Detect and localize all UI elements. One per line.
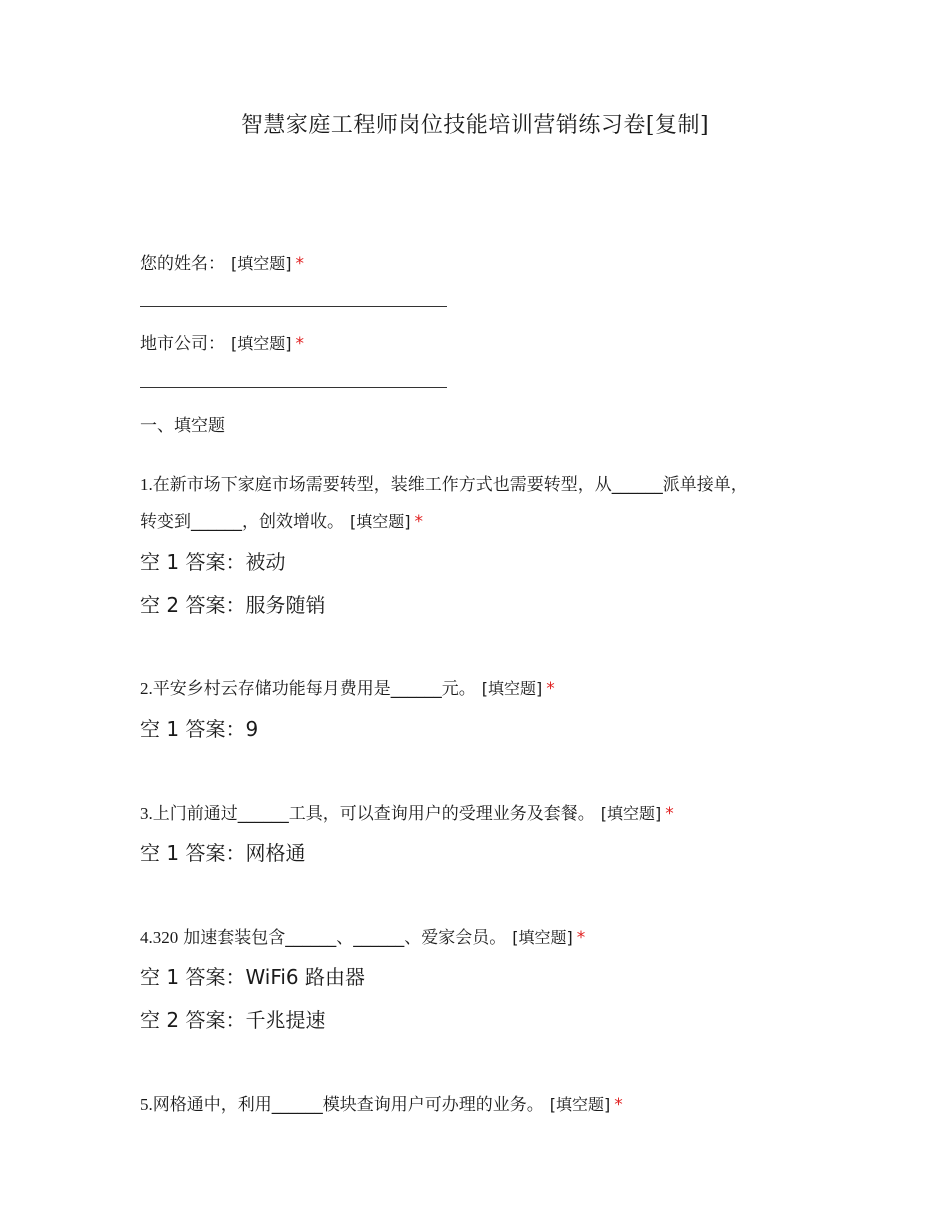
required-marker: * [295,254,304,274]
company-field-label [140,326,304,362]
question-type: [填空题] [350,512,411,531]
question-1-line-2 [140,504,423,540]
page-title: 智慧家庭工程师岗位技能培训营销练习卷[复制] [240,113,710,138]
question-4 [140,920,585,956]
required-marker: * [414,512,423,532]
question-number: 5. [140,1095,153,1114]
question-text: 转变到______，创效增收。 [140,512,344,532]
question-text: 加速套装包含______、______、爱家会员。 [183,928,507,948]
question-type: [填空题] [481,679,543,698]
answer: 空 1 答案：9 [140,717,259,741]
required-marker: * [546,679,555,699]
question-type: [填空题] [512,928,573,947]
question-number-prefix: 320 [152,928,179,947]
section-heading: 一、填空题 [140,416,225,436]
question-text: 平安乡村云存储功能每月费用是______元。 [152,679,476,699]
question-text: 上门前通过______工具，可以查询用户的受理业务及套餐。 [152,804,595,824]
question-2 [140,671,555,707]
question-number: 3. [140,804,153,823]
question-number: 4. [140,928,153,947]
company-input-line[interactable] [140,387,447,388]
question-text: 网格通中，利用______模块查询用户可办理的业务。 [152,1095,544,1115]
required-marker: * [295,334,304,354]
answer: 空 2 答案：服务随销 [140,593,326,617]
question-5 [140,1087,623,1123]
required-marker: * [576,928,586,948]
required-marker: * [665,804,674,824]
question-number: 2. [140,679,153,698]
question-text: 在新市场下家庭市场需要转型，装维工作方式也需要转型，从______派单接单， [152,475,748,495]
answer: 空 1 答案：被动 [140,550,286,574]
question-type: [填空题] [231,334,292,353]
question-number: 1. [140,475,153,494]
field-label: 地市公司： [140,334,225,354]
answer: 空 2 答案：千兆提速 [140,1008,326,1032]
question-type: [填空题] [549,1095,611,1114]
answer: 空 1 答案：网格通 [140,841,306,865]
name-input-line[interactable] [140,306,447,307]
answer: 空 1 答案：WiFi6 路由器 [140,965,366,989]
question-type: [填空题] [600,804,662,823]
name-field-label [140,246,304,282]
question-3 [140,796,674,832]
field-label: 您的姓名： [140,254,225,274]
required-marker: * [614,1095,623,1115]
question-type: [填空题] [231,254,292,273]
question-1-line-1 [140,467,748,503]
